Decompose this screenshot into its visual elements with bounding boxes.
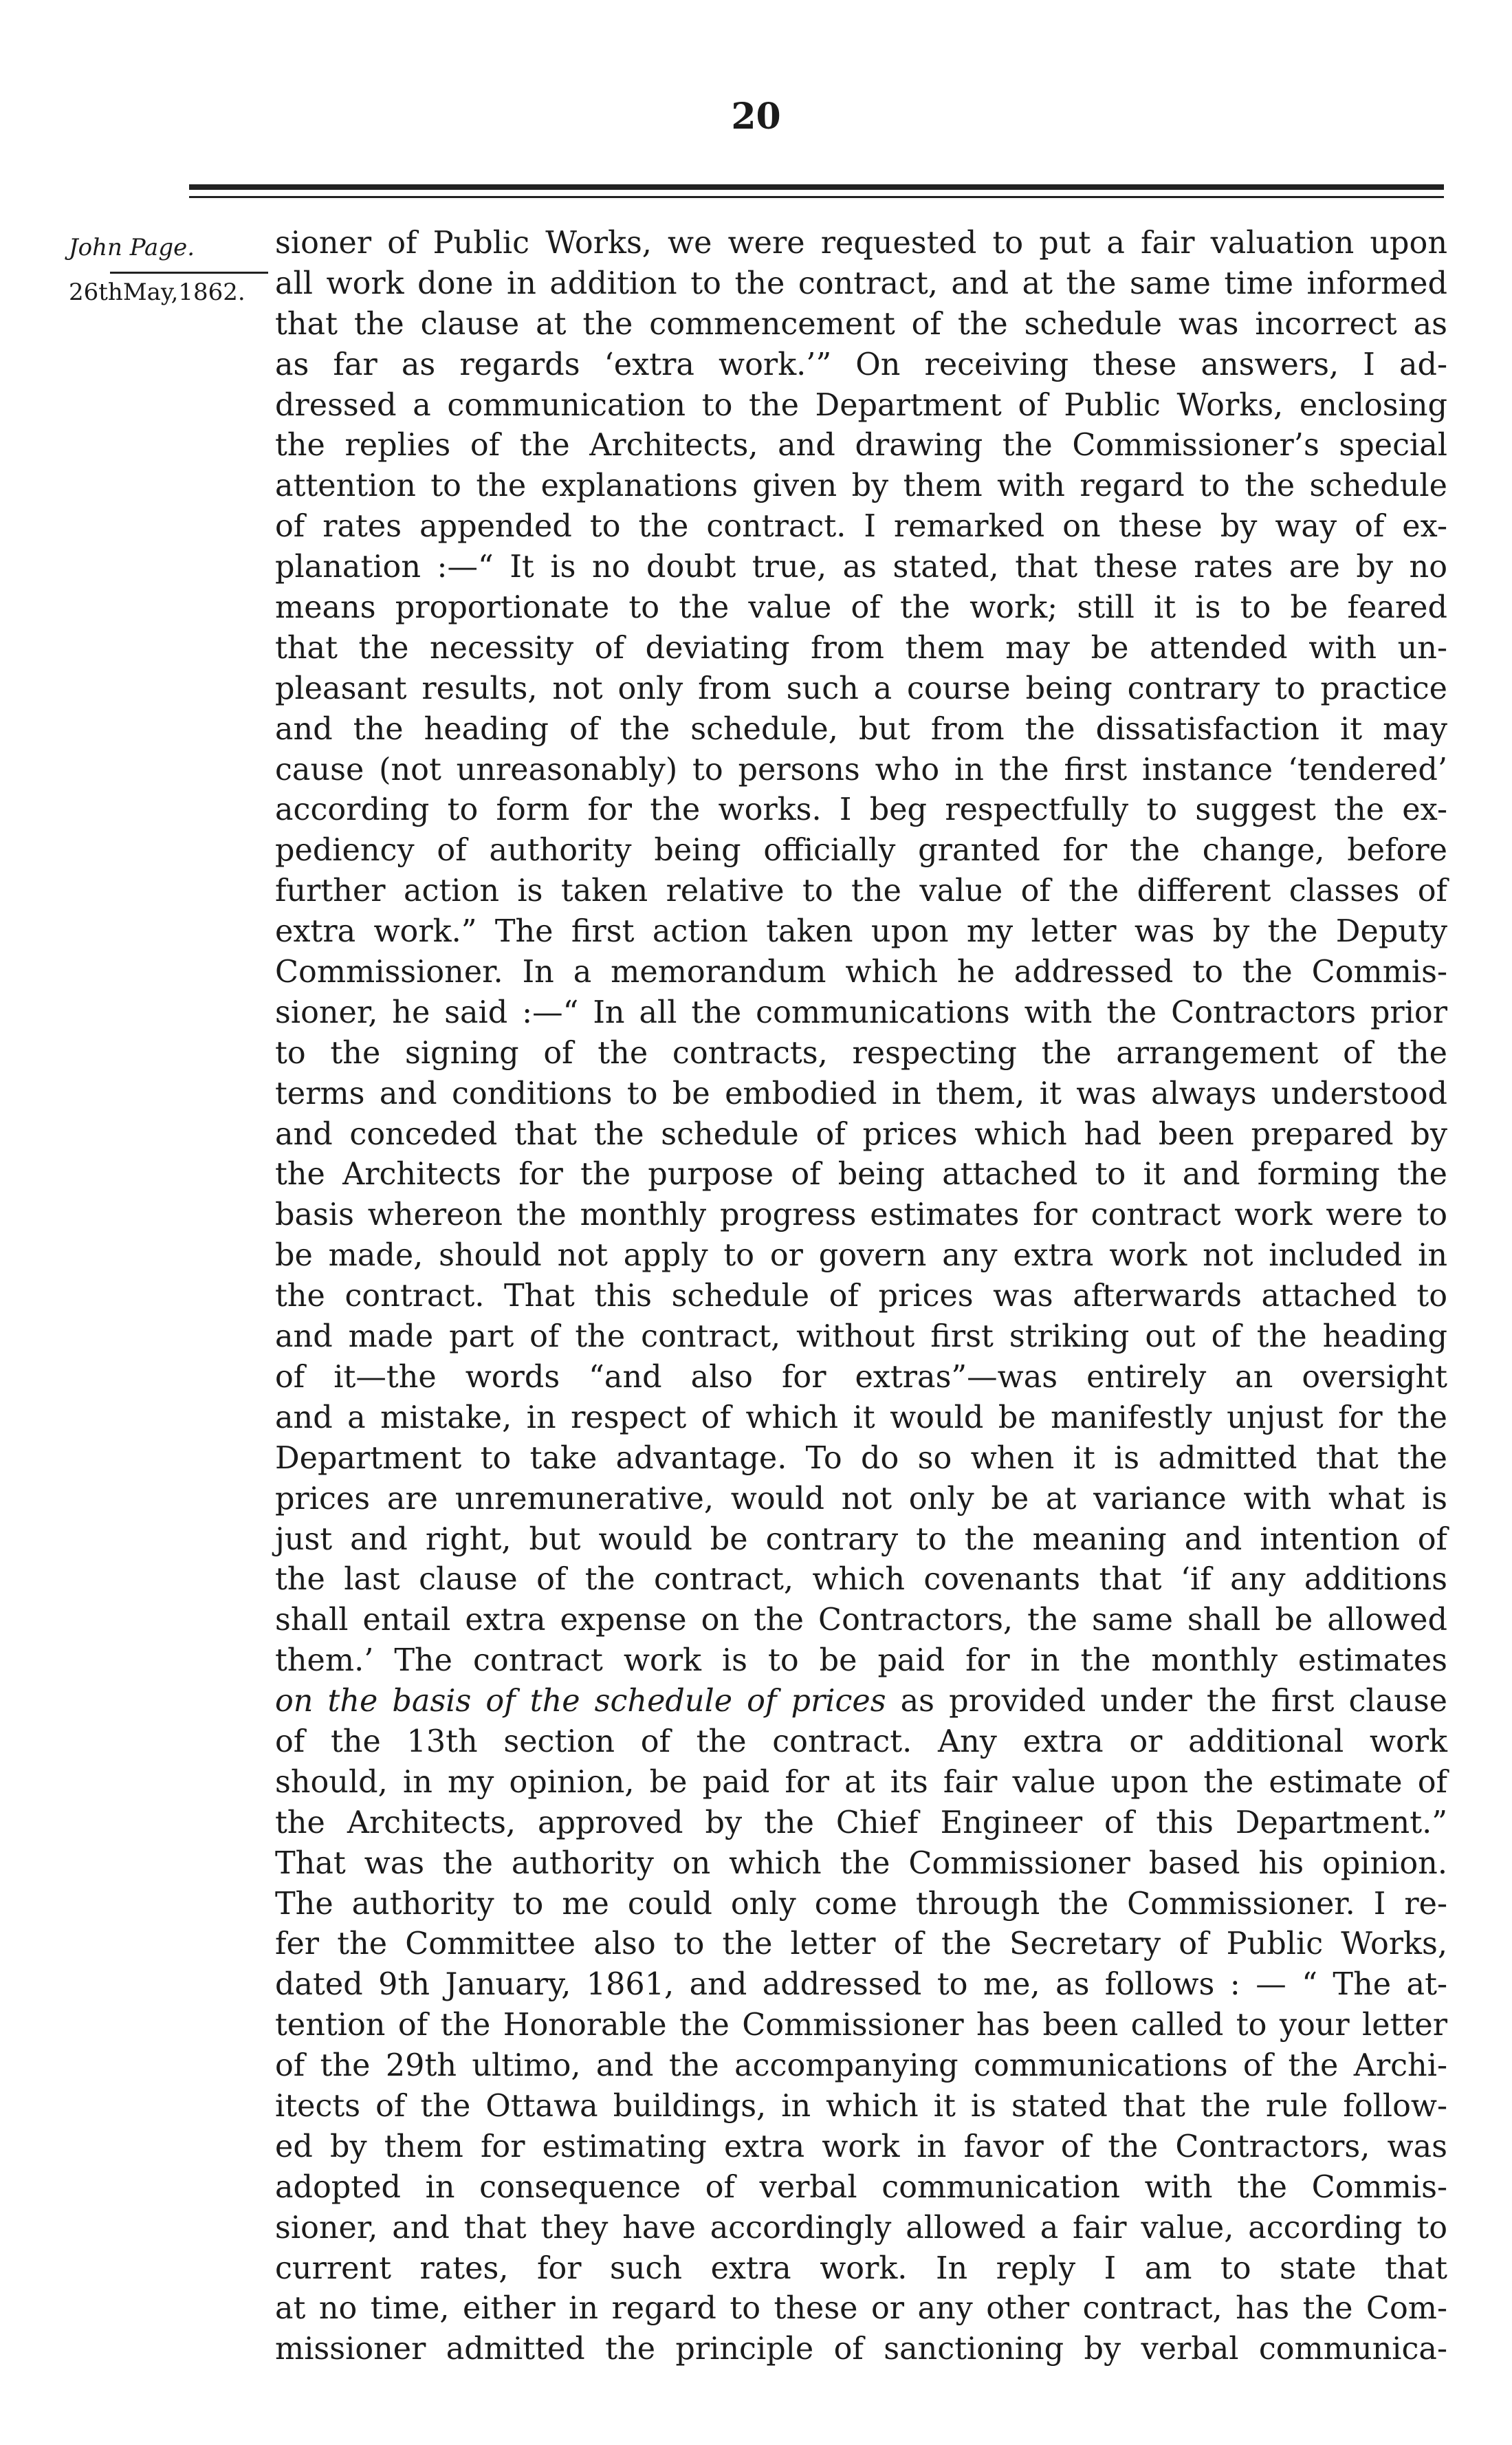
text-line: of the 29th ultimo, and the accompanying communications of the Archi- xyxy=(275,2048,1447,2084)
text-line: prices are unremunerative, would not only be at variance with what is xyxy=(275,1481,1447,1517)
text-line: that the clause at the commencement of the schedule was incorrect as xyxy=(275,306,1447,342)
text-line: to the signing of the contracts, respecting the arrangement of the xyxy=(275,1035,1447,1071)
text-line: current rates, for such extra work. In reply I am to state that xyxy=(275,2250,1447,2286)
text-line: ed by them for estimating extra work in favor of the Contractors, was xyxy=(275,2129,1447,2164)
header-rule-thin xyxy=(189,196,1444,198)
text-line: and a mistake, in respect of which it would be manifestly unjust for the xyxy=(275,1400,1447,1435)
text-line: at no time, either in regard to these or any other contract, has the Com- xyxy=(275,2291,1447,2327)
page-number: 20 xyxy=(731,96,781,138)
text-line: sioner of Public Works, we were requested to put a fair valuation upon xyxy=(275,226,1447,261)
text-line: should, in my opinion, be paid for at its fair value upon the estimate of xyxy=(275,1764,1447,1800)
text-line: as far as regards ‘extra work.’” On receiving these answers, I ad- xyxy=(275,347,1447,382)
text-line: according to form for the works. I beg respectfully to suggest the ex- xyxy=(275,792,1447,828)
margin-witness-name: John Page. xyxy=(69,234,195,261)
text-line: extra work.” The first action taken upon my letter was by the Deputy xyxy=(275,914,1447,950)
text-line: be made, should not apply to or govern any extra work not included in xyxy=(275,1238,1447,1274)
text-line: missioner admitted the principle of sanctioning by verbal communica- xyxy=(275,2332,1447,2367)
text-line: terms and conditions to be embodied in them, it was always understood xyxy=(275,1076,1447,1111)
body-text xyxy=(275,224,1447,2370)
text-line-rest: as provided under the first clause xyxy=(886,1684,1447,1719)
text-line: dated 9th January, 1861, and addressed to me, as follows : — “ The at- xyxy=(275,1967,1447,2003)
text-line: the contract. That this schedule of prices was afterwards attached to xyxy=(275,1279,1447,1314)
text-line: just and right, but would be contrary to the meaning and intention of xyxy=(275,1521,1447,1557)
text-line: of the 13th section of the contract. Any extra or additional work xyxy=(275,1724,1447,1759)
text-line: dressed a communication to the Department of Public Works, enclosing xyxy=(275,387,1447,423)
text-line: pleasant results, not only from such a course being contrary to practice xyxy=(275,671,1447,706)
text-line: tention of the Honorable the Commissioner has been called to your letter xyxy=(275,2008,1447,2043)
text-line: attention to the explanations given by them with regard to the schedule xyxy=(275,468,1447,504)
text-line: the last clause of the contract, which covenants that ‘if any additions xyxy=(275,1562,1447,1598)
text-line: Commissioner. In a memorandum which he addressed to the Commis- xyxy=(275,955,1447,990)
text-line: sioner, and that they have accordingly allowed a fair value, according to xyxy=(275,2210,1447,2246)
text-line: of it—the words “and also for extras”—was entirely an oversight xyxy=(275,1359,1447,1395)
text-line: them.’ The contract work is to be paid for in the monthly estimates xyxy=(275,1643,1447,1679)
text-line: further action is taken relative to the value of the different classes of xyxy=(275,873,1447,909)
text-line: the Architects for the purpose of being attached to it and forming the xyxy=(275,1157,1447,1193)
text-line: cause (not unreasonably) to persons who in the first instance ‘tendered’ xyxy=(275,752,1447,787)
text-line-with-italic xyxy=(275,1682,1447,1722)
text-line: sioner, he said :—“ In all the communications with the Contractors prior xyxy=(275,995,1447,1030)
margin-date xyxy=(69,279,245,306)
text-line: That was the authority on which the Commissioner based his opinion. xyxy=(275,1845,1447,1881)
text-line: fer the Committee also to the letter of the Secretary of Public Works, xyxy=(275,1926,1447,1962)
italic-phrase: on the basis of the schedule of prices xyxy=(275,1684,886,1719)
text-line: and conceded that the schedule of prices which had been prepared by xyxy=(275,1116,1447,1152)
text-line: means proportionate to the value of the work; still it is to be feared xyxy=(275,590,1447,626)
text-line: adopted in consequence of verbal communication with the Commis- xyxy=(275,2169,1447,2205)
text-line: itects of the Ottawa buildings, in which it is stated that the rule follow- xyxy=(275,2088,1447,2124)
text-line: shall entail extra expense on the Contractors, the same shall be allowed xyxy=(275,1602,1447,1638)
text-line: pediency of authority being officially granted for the change, before xyxy=(275,833,1447,869)
header-rule-thick xyxy=(189,184,1444,190)
text-line: planation :—“ It is no doubt true, as stated, that these rates are by no xyxy=(275,550,1447,585)
text-line: that the necessity of deviating from them may be attended with un- xyxy=(275,630,1447,666)
text-line: Department to take advantage. To do so when it is admitted that the xyxy=(275,1440,1447,1476)
text-line: basis whereon the monthly progress estimates for contract work were to xyxy=(275,1197,1447,1233)
text-line: the replies of the Architects, and drawing the Commissioner’s special xyxy=(275,428,1447,464)
text-line: and the heading of the schedule, but from the dissatisfaction it may xyxy=(275,711,1447,747)
margin-date-text: 26thMay,1862. xyxy=(69,279,245,306)
text-line: all work done in addition to the contract, and at the same time informed xyxy=(275,265,1447,301)
text-line: and made part of the contract, without first striking out of the heading xyxy=(275,1319,1447,1355)
margin-date-underline xyxy=(110,272,268,274)
text-line: The authority to me could only come through the Commissioner. I re- xyxy=(275,1886,1447,1922)
text-line: the Architects, approved by the Chief Engineer of this Department.” xyxy=(275,1805,1447,1840)
text-line: of rates appended to the contract. I remarked on these by way of ex- xyxy=(275,509,1447,545)
